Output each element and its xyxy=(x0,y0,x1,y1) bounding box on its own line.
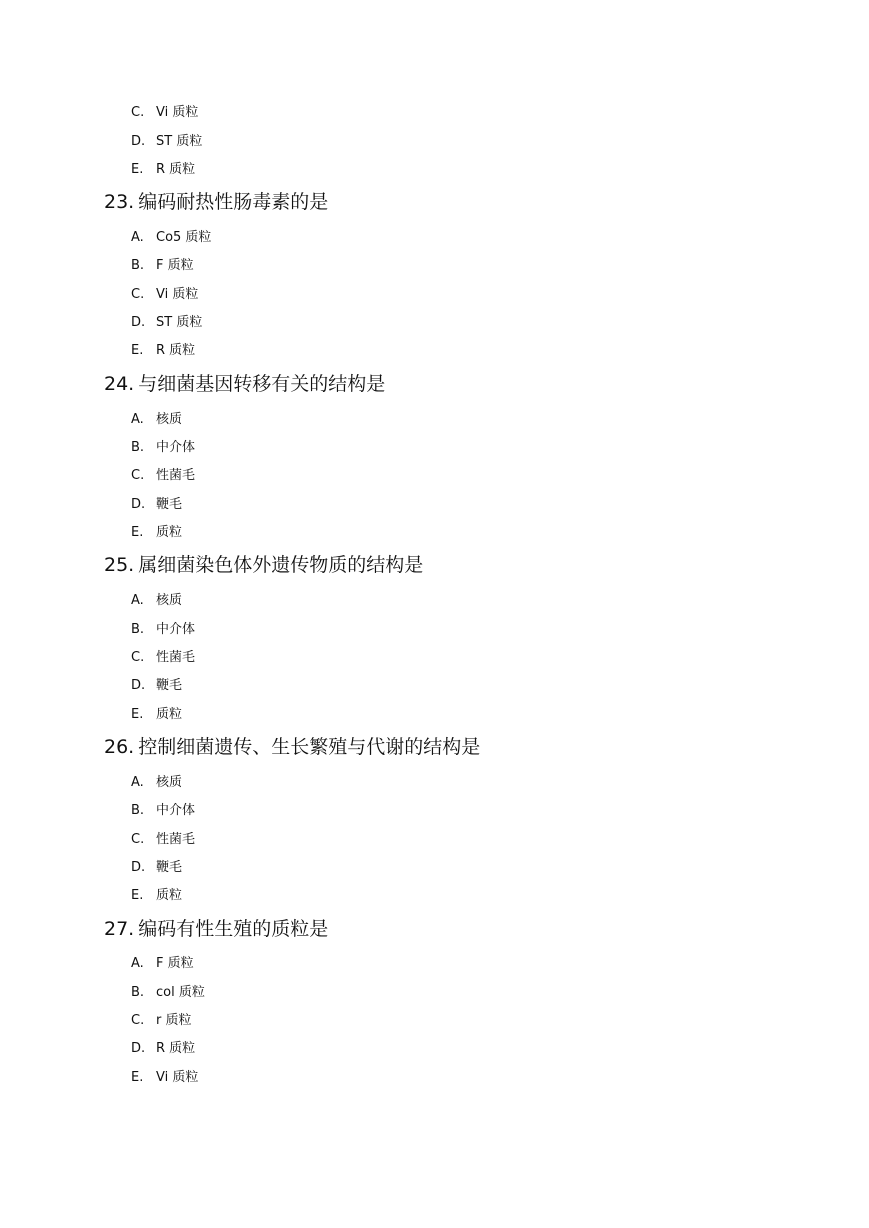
option-item: A. 核质 xyxy=(131,775,183,790)
option-item: B. F 质粒 xyxy=(131,258,194,273)
option-item: C. Vi 质粒 xyxy=(131,287,199,302)
option-item: D. R 质粒 xyxy=(131,1041,196,1056)
option-item: D. ST 质粒 xyxy=(131,134,203,149)
option-item: E. R 质粒 xyxy=(131,162,196,177)
option-item: E. 质粒 xyxy=(131,525,183,540)
option-item: B. 中介体 xyxy=(131,622,196,637)
option-item: B. col 质粒 xyxy=(131,985,205,1000)
option-item: D. 鞭毛 xyxy=(131,860,183,875)
option-item: E. R 质粒 xyxy=(131,343,196,358)
question-heading: 24. 与细菌基因转移有关的结构是 xyxy=(104,373,386,395)
option-item: D. 鞭毛 xyxy=(131,497,183,512)
option-item: D. 鞭毛 xyxy=(131,678,183,693)
option-item: A. 核质 xyxy=(131,412,183,427)
option-item: C. 性菌毛 xyxy=(131,650,196,665)
option-item: A. F 质粒 xyxy=(131,956,194,971)
option-item: A. Co5 质粒 xyxy=(131,230,212,245)
question-heading: 27. 编码有性生殖的质粒是 xyxy=(104,918,329,940)
option-item: A. 核质 xyxy=(131,593,183,608)
option-item: E. Vi 质粒 xyxy=(131,1070,199,1085)
option-item: E. 质粒 xyxy=(131,707,183,722)
option-item: E. 质粒 xyxy=(131,888,183,903)
option-item: C. 性菌毛 xyxy=(131,832,196,847)
option-item: D. ST 质粒 xyxy=(131,315,203,330)
option-item: B. 中介体 xyxy=(131,803,196,818)
option-item: B. 中介体 xyxy=(131,440,196,455)
option-item: C. r 质粒 xyxy=(131,1013,192,1028)
option-item: C. Vi 质粒 xyxy=(131,105,199,120)
option-item: C. 性菌毛 xyxy=(131,468,196,483)
question-heading: 23. 编码耐热性肠毒素的是 xyxy=(104,191,329,213)
question-heading: 25. 属细菌染色体外遗传物质的结构是 xyxy=(104,554,424,576)
question-heading: 26. 控制细菌遗传、生长繁殖与代谢的结构是 xyxy=(104,736,481,758)
